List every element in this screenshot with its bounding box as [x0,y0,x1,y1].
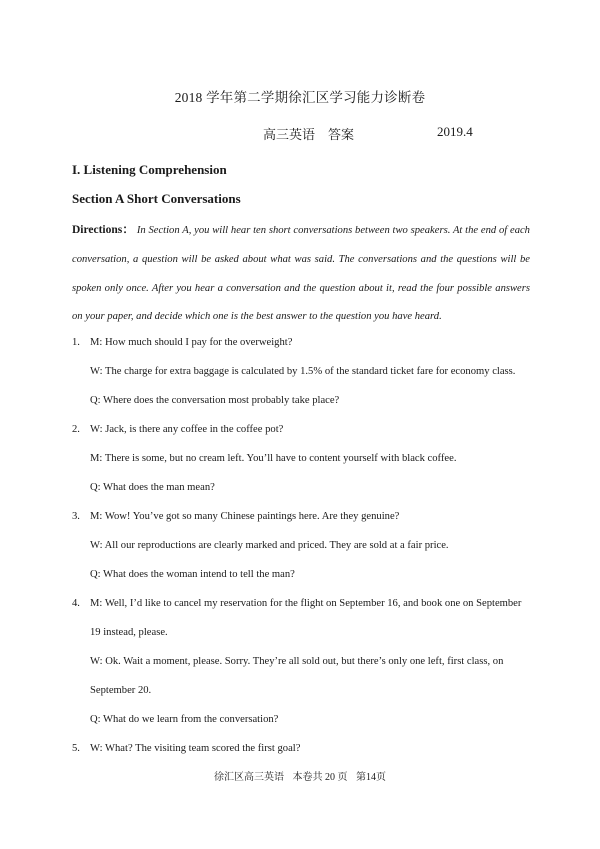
footer-total-pages: 本卷共 20 页 [292,772,348,783]
item-number: 2. [72,424,80,435]
item-number: 1. [72,337,80,348]
page-footer [0,768,600,783]
item-line: Q: What does the woman intend to tell the man? [90,569,295,580]
item-line: W: Jack, is there any coffee in the coffee pot? [90,424,284,435]
directions-paragraph [72,216,530,332]
item-line: M: How much should I pay for the overweight? [90,337,293,348]
section-heading-listening: I. Listening Comprehension [72,162,227,177]
directions-label: Directions： [72,224,135,236]
subtitle-row [0,124,600,142]
page-title: 2018 学年第二学期徐汇区学习能力诊断卷 [174,90,426,105]
item-number: 5. [72,743,80,754]
item-number: 3. [72,511,80,522]
item-line: 19 instead, please. [90,627,168,638]
page-subtitle: 高三英语 答案 [263,127,355,142]
item-line: W: The charge for extra baggage is calculated by 1.5% of the standard ticket fare for economy class. [90,366,516,377]
footer-page-number: 第14页 [356,772,386,783]
section-heading-short-conversations: Section A Short Conversations [72,191,241,206]
item-line: Q: What do we learn from the conversation? [90,714,279,725]
item-line: M: Wow! You’ve got so many Chinese paintings here. Are they genuine? [90,511,400,522]
footer-school: 徐汇区高三英语 [214,772,284,783]
directions-text: In Section A, you will hear ten short conversations between two speakers. At the end of each conversation, a question will be asked about what was said. The conversations and the questions will be spoken only once. After you hear a conversation and the question about it, read the four possible answers on your paper, and decide which one is the best answer to the question you have heard. [72,225,530,323]
item-line: W: What? The visiting team scored the first goal? [90,743,301,754]
item-number: 4. [72,598,80,609]
item-line: September 20. [90,685,152,696]
item-line: W: Ok. Wait a moment, please. Sorry. They’re all sold out, but there’s only one left, first class, on [90,656,504,667]
item-line: Q: Where does the conversation most probably take place? [90,395,340,406]
item-line: W: All our reproductions are clearly marked and priced. They are sold at a fair price. [90,540,449,551]
item-line: M: Well, I’d like to cancel my reservation for the flight on September 16, and book one on September [90,598,522,609]
item-line: Q: What does the man mean? [90,482,215,493]
exam-date: 2019.4 [437,124,473,139]
item-line: M: There is some, but no cream left. You’ll have to content yourself with black coffee. [90,453,457,464]
